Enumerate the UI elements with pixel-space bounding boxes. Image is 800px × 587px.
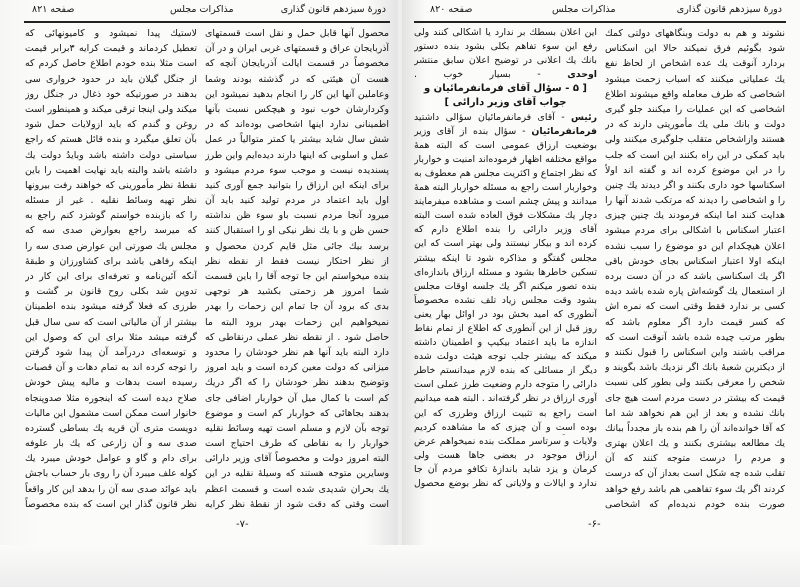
text-line: حاصل شود . از نقطه نظر عملی درنقاطی که	[205, 331, 389, 343]
text-line: بدهند بجاهائی که خواربار کم است و موضوع	[205, 407, 389, 419]
text-line: نشوند و هم به دولت وبنگاههای دولتی کمك	[605, 28, 785, 39]
text-line: آنطوری که امید بخش بود در اوائل بهار یعنی	[414, 308, 597, 320]
text-line: کوله علف میبرد آن را روی بار حساب باجش	[25, 468, 197, 480]
text-line: بشود وقت مجلس زیاد تلف نشده مخصوصاً	[414, 294, 597, 306]
text-line: مخصوصاً در قسمت ایالت آذربایجان آنچه که	[205, 58, 389, 70]
speaker-name: فرمانفرمائیان	[531, 125, 597, 137]
text-line: صلاح دیده است که اینجوره مثلا صدوپنجاه	[25, 392, 197, 404]
text-line: مواقع مختلفه اظهار فرموده‌اند امنیت و خواربار	[414, 153, 597, 165]
text-line: شود بگوئیم فرق نمیکند حالا این اسکناس	[605, 43, 785, 55]
text-line: برسد بیك جائی مثل قایم کردن محصول و	[205, 240, 389, 252]
text-line: میکند ولی اینجا ترقی میکند و همینطور است	[25, 103, 197, 115]
text-line: کم است با کمال میل آن خواربار اضافی جای	[205, 392, 389, 404]
text-line: باید عوائد صدی سه آن را بدهد این کار واقعاً	[25, 483, 197, 495]
text-line: برای اینکه این ارزاق را بتوانید جمع آوری کنید	[205, 179, 389, 191]
text-line: صورت بنده خودم ندیده‌ام که اشخاصی	[605, 498, 785, 510]
text-line: یك بحران شدیدی شده است و قسمت اعظم	[205, 483, 389, 495]
text-line: دیگر از مسائلی که بنده لازم میدانستم خاطر	[414, 365, 597, 377]
text-line: دارد البته باید آنها هم نظر خودشان را محدود	[205, 346, 389, 358]
text-column-left	[414, 26, 597, 491]
speaker-text: - سؤال بنده از آقای وزیر	[414, 125, 526, 137]
text-line: بنده میخواستم این جا توجه آقا را باین قسمت	[205, 271, 389, 282]
speaker-text: - آقای فرمانفرمائیان سؤالی داشتید	[414, 111, 565, 123]
text-line: اشخاصی که طرف معامله واقع میشوند اطلاع	[605, 88, 785, 100]
text-line: ارزاق موجود در بعضی جاها هست ولی	[414, 449, 597, 461]
text-line: اشخاصی که این عملیات را میکنند جلو گیری	[605, 103, 785, 115]
text-line: از نظر احتکار نیست فقط از نقطه نظر	[205, 255, 389, 267]
text-line: نظر قانون گذار این است که بنده مخصوصاً	[25, 498, 197, 510]
text-line: اینکه رفاهی باشد برای کشاورزان و طبقهٔ	[25, 255, 197, 267]
text-line: هدایت کنند اما اینکه فرمودند یك چنین چیزی	[605, 210, 785, 222]
scan-margin	[0, 545, 800, 587]
header-page-number: صفحه ۸۲۱	[32, 4, 75, 15]
text-line: باید کمکی در این راه بکنند این است که جلب	[605, 149, 785, 161]
text-line: دچار یك مشکلات فوق العاده شده است البته	[414, 210, 597, 222]
text-line: یك عملیاتی میکنند که اسباب زحمت میشود	[605, 73, 785, 85]
text-line: دولت و بانك ملی یك مأموریتی دارند که در	[605, 119, 785, 131]
text-line: نقطهٔ نظر مأمورینی که خواهند رفت بیرونها	[25, 179, 197, 191]
text-line: مجلس گفتگو و مذاکره شود تا اینکه بیشتر	[414, 252, 597, 264]
text-line: میرود آنجا مردم نسبت باو سوء ظن نداشته	[205, 210, 389, 222]
text-line: کردند اگر یك سوء تفاهمی هم باشد رفع خواهد	[605, 483, 785, 495]
text-line: اطمینانی ندارد اینها اشخاصی بوده‌اند که در	[205, 119, 389, 131]
header-page-number: صفحه ۸۲۰	[430, 4, 473, 15]
text-line: ندارد و ایالات و ولایاتی که نظر بوضع محصول	[414, 478, 597, 489]
text-line: رسیده است بدهات و مالیه پیش خودش	[25, 377, 197, 389]
text-line: کرده اند و بیکار نیستند ولی بهتر است که این	[414, 238, 597, 250]
text-line: روز قبل از این آنطوری که اطلاع از تمام نقاط	[414, 322, 597, 334]
text-line: شخص را معرفی بکنند ولی بطور کلی نسبت	[605, 377, 785, 389]
text-column-left	[25, 26, 197, 512]
text-line: صدی سه و آن زارعی که یك بار علوفه	[25, 438, 197, 450]
header-session: دورهٔ سیزدهم قانون گذاری	[676, 4, 782, 15]
text-line: سیاستی دولت داشته باشد وبایدُ دولت یك	[25, 149, 197, 161]
text-line: میدانند و پیش چشم است و مشاهده میفرمایند	[414, 196, 597, 208]
text-line: را در این موضوع کرده اند و گفته اند اولاً	[605, 164, 785, 176]
text-line: ولایات و سرتاسر مملکت بنده نمیخواهم عرض	[414, 435, 597, 447]
text-line: اعلان هیچکدام این دو موضوع را سبب نشده	[605, 240, 785, 252]
text-line: آذربایجان عراق و قسمتهای غربی ایران و در آن	[205, 43, 389, 55]
text-line: است مثلا بنده خودم اطلاع حاصل کردم که	[25, 58, 197, 70]
text-line: مجلس یك صورتی این عوارض صدی سه را	[25, 240, 197, 252]
text-line: وخواربار است راجع به مسئله خواربار البته همهٔ	[414, 182, 597, 194]
text-line: هست آن هیئتی که در گذشته بودند وشما	[205, 73, 389, 85]
text-line: که کسر قیمت دارد اگر معلوم باشد که	[605, 316, 785, 328]
text-line: عمل و اسلوبی که اینها دارند دیده‌ایم واین طرز	[205, 149, 389, 161]
page-footer-number: -۷-	[236, 519, 249, 530]
text-line: وتوضیح بدهند نظر خودشان را که اگر دریك	[205, 377, 389, 389]
text-line: بدی که برود آن جا تمام این زحمات را بهدر	[205, 301, 389, 313]
text-line: میکند که بیشتر جلب توجه هیئت دولت شده	[414, 351, 597, 363]
text-line: تدوین شد بکلی روح قانون بر گشت و	[25, 286, 197, 298]
text-line: شش سال شاید بیشتر یا کمتر متوالیاً در عمل	[205, 134, 389, 146]
page-821	[0, 0, 398, 587]
header-title: مذاکرات مجلس	[552, 4, 616, 15]
text-line: اندازه ما باید اعتماد بیکیپ و اطمینان داشته	[414, 337, 597, 349]
text-line: بآن تعلق میگیرد و بنده قائل هستم که راجع	[25, 134, 197, 146]
text-line: گرفته میشد مثلا برای این که وصول این	[25, 331, 197, 343]
text-line: و مردم را درست متوجه کنند که آن	[605, 453, 785, 465]
text-line: البته امروز دولت و مخصوصاً آقای وزیر دارائی	[205, 453, 389, 465]
speaker-name: اوحدی	[567, 69, 597, 81]
text-line: روغن و گندم که باید ازولایات حمل شود	[25, 119, 197, 131]
text-line: تقلب شده چه شکل است بعداز آن که درست	[605, 468, 785, 480]
page-footer-number: -۶-	[588, 519, 601, 530]
text-line: را و اشخاصی را دیدند که مرتکب شدند آنها را	[605, 195, 785, 207]
text-line: مراقب باشند واین اسکناس را قبول نکنند و	[605, 346, 785, 358]
text-line: از استعمال یك گوشه‌اش پاره شده باشد دیده	[605, 286, 785, 298]
text-line: بوضعیت ارزاق عمومی است که البته همهٔ	[414, 139, 597, 151]
text-line: آنکه آئین‌نامه و تعرفه‌ای برای این کار در	[25, 271, 197, 282]
text-line: طرزی که فعلا گرفته میشود بنده اطمینان	[25, 301, 197, 313]
header-title: مذاکرات مجلس	[170, 4, 234, 15]
text-line: را که بازبنده خواستم گوشزد کنم راجع به	[25, 210, 197, 222]
text-line: داشته باشد والبته باید نهایت اهمیت را باین	[25, 164, 197, 176]
text-line: آوری ارزاق در نظر گرفته‌اند . البته همه میدانیم	[414, 393, 597, 405]
text-line: اگر یك اسکناسی باشد که در آن دست برده	[605, 271, 785, 282]
text-line: است راجع به تثبیت ارزاق وطرزی که این	[414, 407, 597, 419]
text-line: خانوار است ممکن است مشمول این مالیات	[25, 407, 197, 419]
text-line: هستند وازاشخاص متقلب جلوگیری میکنند ولی	[605, 134, 785, 146]
text-line: حسن ظن و با یك نظر نیکی او را استقبال کنند	[205, 225, 389, 237]
speaker-line	[414, 68, 597, 82]
text-line: محصول آنها قابل حمل و نقل است قسمتهای	[205, 28, 389, 39]
header-session: دورهٔ سیزدهم قانون گذاری	[280, 4, 386, 15]
text-line: یك مطالعه بیشتری بکنند و یك اعلان بهتری	[605, 438, 785, 450]
text-line: رفع این سوء تفاهم بکلی بشود بنده دستور	[414, 41, 597, 53]
text-line: بنده تصور میکنم اگر یك جلسه اوقات مجلس	[414, 280, 597, 292]
text-line: بطور مرتب چیده شده باشد آنوقت است که	[605, 331, 785, 343]
text-line: اینکه اولا اعتبار اسکناس بجای خودش باقی	[605, 255, 785, 267]
text-line: را توجه کرده اند به تمام دهات و آن قصبات	[25, 362, 197, 374]
text-line: کسی بر ندارد فقط وقتی است که نمره اش	[605, 301, 785, 313]
text-line: وکردارشان خوب نبود و هیچکس نسبت بآنها	[205, 103, 389, 115]
text-line: بانك نشده و بعد از این هم نخواهد شد اما	[605, 407, 785, 419]
text-line: کرمان و یزد شاید باندازهٔ تکافو مردم آن جا	[414, 463, 597, 475]
text-line: بیشتر از آن مالیاتی است که سی سال قبل	[25, 316, 197, 328]
text-line: از جنگل گیلان باید در حدود خرواری سی	[25, 73, 197, 85]
text-line: اعتبار اسکناس با اشکالی برای مردم میشود	[605, 225, 785, 237]
header-rule	[24, 21, 390, 23]
text-line: این اعلان بسطك بر ندارد یا اشکالی کنند ولی	[414, 27, 597, 38]
text-line: بردارد آنوقت یك عده اشخاص از لحاظ نفع	[605, 58, 785, 70]
speaker-text: - بسیار خوب .	[414, 69, 568, 81]
text-line: توجه بآن لازم و مسلم است تهیه وسائط نقلیه	[205, 422, 389, 434]
text-line: است وقتی که دقت شود از نقطهٔ نظر کرایه	[205, 498, 389, 510]
speaker-line	[414, 111, 597, 125]
header-rule	[414, 21, 786, 23]
text-line: وعاملین آنها این کار را انجام بدهید نمیشود این	[205, 88, 389, 100]
text-line: نمیخواهیم این زحمات بهدر برود البته ما	[205, 316, 389, 328]
text-line: قیمت که بیشتر در دست مردم است هیچ جای	[605, 392, 785, 404]
page-820	[402, 0, 800, 587]
speaker-line	[414, 125, 597, 139]
text-line: که میرسد راجع بعوارض صدی سه که	[25, 225, 197, 237]
text-line: بوده است و آن چیزی که ما مشاهده کردیم	[414, 421, 597, 433]
text-line: بدهند در صورتیکه خود ذغال در جنگل روز	[25, 88, 197, 100]
section-heading: جواب آقای وزیر دارائی ]	[444, 97, 567, 109]
text-line: که نظر اجتماع و اکثریت مجلس هم معطوف به	[414, 167, 597, 179]
text-line: از دیکترین شعبهٔ بانك اگر نزدیك باشد بگویند و	[605, 362, 785, 374]
text-line: شما امروز هر زحمتی بکشید هر توجهی	[205, 286, 389, 298]
text-line: آقای وزیر دارائی را بنده اطلاع دارم که	[414, 224, 597, 236]
text-column-right	[205, 26, 389, 512]
text-line: میزانی که دولت معین کرده است و باید امروز	[205, 362, 389, 374]
speaker-name: رئیس	[571, 111, 597, 123]
text-line: دارائی را متوجه دارم وضعیت طرز عملی است	[414, 379, 597, 391]
text-line: خواربار را به نقاطی که طرف احتیاج است	[205, 438, 389, 450]
text-column-right	[605, 26, 785, 512]
text-line: که آقا خوانده‌اند آن را هم بنده باز مجدداً ببانك	[605, 422, 785, 434]
text-line: پسندیده نیست و موجب سوء مردم میشود و	[205, 164, 389, 176]
text-line: اسکناسها خود داری بکنند و اگر دیدند یك چنین	[605, 179, 785, 191]
text-line: و توسعه‌ای دردرآمد آن پیدا شود گرفتن	[25, 346, 197, 358]
text-line: دویست متری آن قریه یك بساطی گسترده	[25, 422, 197, 434]
text-line: وسایرین متوجه هستند که وسیلهٔ نقلیه در این	[205, 468, 389, 480]
text-line: برای دام و گاو و عوامل خودش میبرد یك	[25, 453, 197, 465]
text-line: تعطیل کردماند و قیمت کرایه ۳برابر قیمت	[25, 43, 197, 55]
section-heading: [ ۵ - سؤال آقای فرمانفرمائیان و	[423, 83, 587, 95]
text-line: لاستیك پیدا نمیشود و کامیونهائی که	[25, 28, 197, 39]
text-line: اول باید اعتماد در مردم تولید کنید باید آن	[205, 195, 389, 207]
text-line: بانك یك اعلانی در توضیح اعلان سابق منتشر	[414, 55, 597, 67]
text-line: نظر تهیه وسائط نقلیه . غیر از مسئله	[25, 195, 197, 207]
text-line: تسکین خاطرها بشود و مسئله ارزاق باندازه‌ای	[414, 266, 597, 278]
